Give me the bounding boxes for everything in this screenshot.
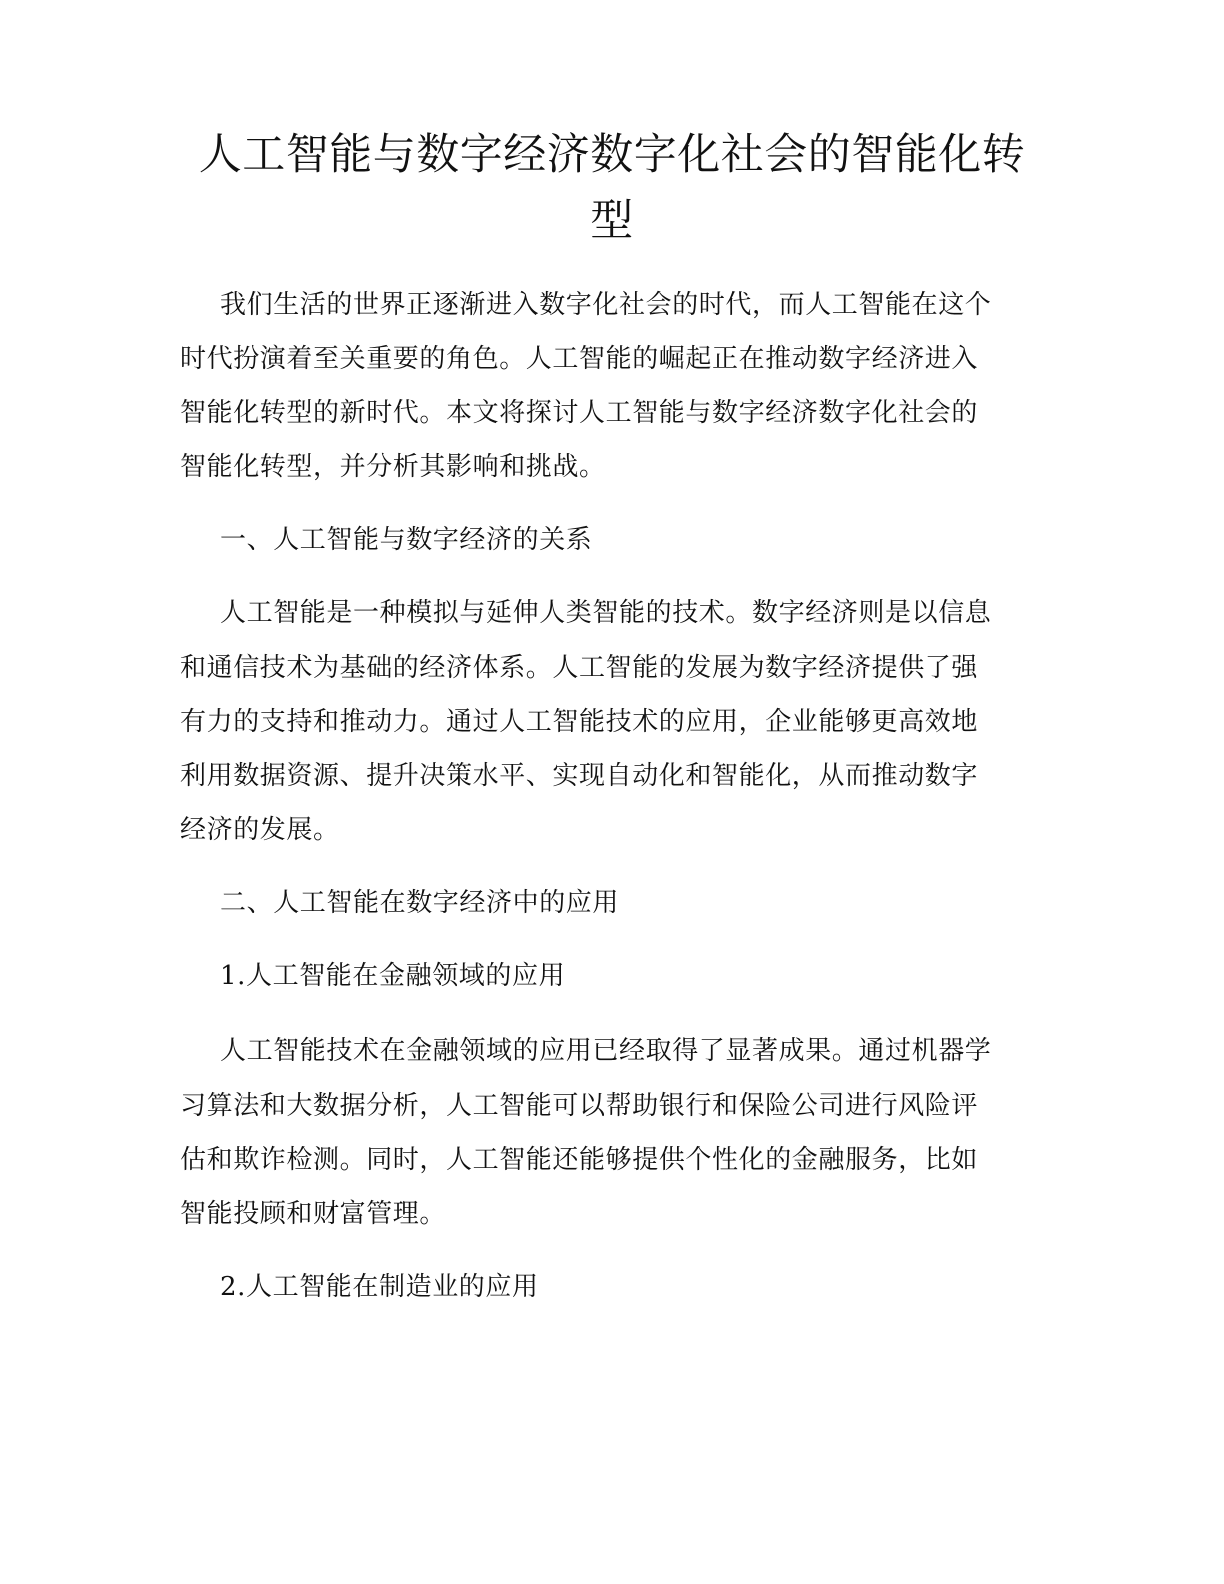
intro-line-3: 智能化转型的新时代。本文将探讨人工智能与数字经济数字化社会的 [180,398,979,428]
relation-line-4: 利用数据资源、提升决策水平、实现自动化和智能化，从而推动数字 [180,761,979,791]
subheading-2: 2.人工智能在制造业的应用 [220,1272,539,1302]
intro-line-4: 智能化转型，并分析其影响和挑战。 [180,452,606,482]
subheading-1: 1.人工智能在金融领域的应用 [220,961,566,991]
intro-line-1: 我们生活的世界正逐渐进入数字化社会的时代，而人工智能在这个 [220,290,992,320]
finance-line-1: 人工智能技术在金融领域的应用已经取得了显著成果。通过机器学 [220,1036,992,1066]
relation-line-2: 和通信技术为基础的经济体系。人工智能的发展为数字经济提供了强 [180,653,979,683]
document-title: 人工智能与数字经济数字化社会的智能化转型 [198,130,1026,246]
relation-line-3: 有力的支持和推动力。通过人工智能技术的应用，企业能够更高效地 [180,707,979,737]
intro-line-2: 时代扮演着至关重要的角色。人工智能的崛起正在推动数字经济进入 [180,344,979,374]
section-heading-1: 一、人工智能与数字经济的关系 [220,525,593,555]
relation-line-5: 经济的发展。 [180,815,340,845]
finance-line-3: 估和欺诈检测。同时，人工智能还能够提供个性化的金融服务，比如 [180,1145,979,1175]
finance-line-4: 智能投顾和财富管理。 [180,1199,447,1229]
section-heading-2: 二、人工智能在数字经济中的应用 [220,888,620,918]
relation-line-1: 人工智能是一种模拟与延伸人类智能的技术。数字经济则是以信息 [220,598,992,628]
finance-line-2: 习算法和大数据分析，人工智能可以帮助银行和保险公司进行风险评 [180,1091,979,1121]
